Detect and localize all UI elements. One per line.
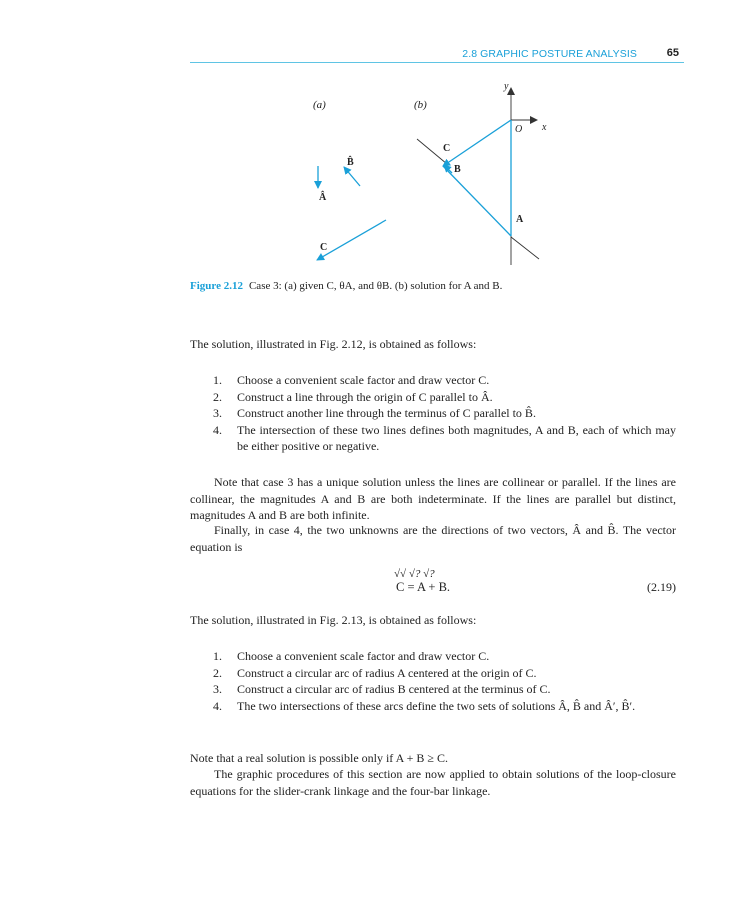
paragraph-case3-note: Note that case 3 has a unique solution unless the lines are collinear or parallel. If the lines are collinear, the magnitudes A and B are both indeterminate. If the lines are parallel but distinct, magnitudes A and B are both infinite.: [190, 475, 676, 522]
equation-body: C = A + B.: [396, 580, 451, 594]
figure-caption-label: Figure 2.12: [190, 280, 243, 292]
list-item: 1. Choose a convenient scale factor and draw vector C.: [213, 649, 490, 663]
paragraph-real-solution-note: Note that a real solution is possible only if A + B ≥ C.: [190, 751, 449, 765]
figure-2-12: [0, 60, 737, 275]
x-axis-label: x: [542, 122, 547, 133]
b-hat-label: B̂: [347, 157, 354, 168]
b-hat-unit-vector: [344, 167, 360, 186]
list-item: 2. Construct a circular arc of radius A centered at the origin of C.: [213, 665, 537, 680]
b-solution-label: B: [454, 164, 461, 175]
list-item: 3. Construct another line through the terminus of C parallel to B̂.: [213, 406, 536, 420]
c-solution-label: C: [443, 143, 451, 154]
paragraph-intro-1: The solution, illustrated in Fig. 2.12, is obtained as follows:: [190, 337, 477, 351]
panel-b-label: (b): [414, 99, 427, 111]
a-solution-label: A: [516, 214, 524, 225]
figure-caption: [190, 280, 502, 292]
section-title: 2.8 GRAPHIC POSTURE ANALYSIS: [462, 48, 637, 60]
figure-caption-text: Case 3: (a) given C, θA, and θB. (b) solution for A and B.: [248, 280, 503, 292]
equation-marks: √√ √? √?: [394, 568, 435, 580]
list-item: 2. Construct a line through the origin of C parallel to Â.: [213, 389, 493, 404]
list-item: 4. The intersection of these two lines defines both magnitudes, A and B, each of which may be either positive or negative.: [213, 422, 676, 453]
equation-2-19: [190, 568, 676, 602]
c-vector-solution: [443, 120, 511, 166]
paragraph-closing: The graphic procedures of this section are now applied to obtain solutions of the loop-closure equations for the slider-crank linkage and the four-bar linkage.: [190, 767, 676, 798]
y-axis-label: y: [504, 81, 509, 92]
paragraph-case4-intro: Finally, in case 4, the two unknowns are the directions of two vectors, Â and B̂. The vector equation is: [190, 523, 676, 554]
paragraph-intro-2: The solution, illustrated in Fig. 2.13, is obtained as follows:: [190, 613, 477, 627]
origin-label: O: [515, 124, 523, 135]
c-label: C: [320, 242, 328, 253]
list-item: 4. The two intersections of these arcs define the two sets of solutions Â, B̂ and Â′, B̂′.: [213, 698, 636, 713]
a-hat-construction-line-extension: [511, 237, 539, 259]
list-item: 1. Choose a convenient scale factor and draw vector C.: [213, 373, 490, 387]
equation-number: (2.19): [647, 580, 676, 594]
steps-list-1: [213, 372, 676, 455]
page-number: 65: [666, 47, 679, 59]
a-hat-label: Â: [319, 192, 327, 203]
list-item: 3. Construct a circular arc of radius B centered at the terminus of C.: [213, 682, 551, 696]
a-vector-solution: [443, 166, 511, 236]
steps-list-2: [213, 648, 676, 714]
panel-a-label: (a): [313, 99, 326, 111]
c-vector: [317, 220, 386, 260]
